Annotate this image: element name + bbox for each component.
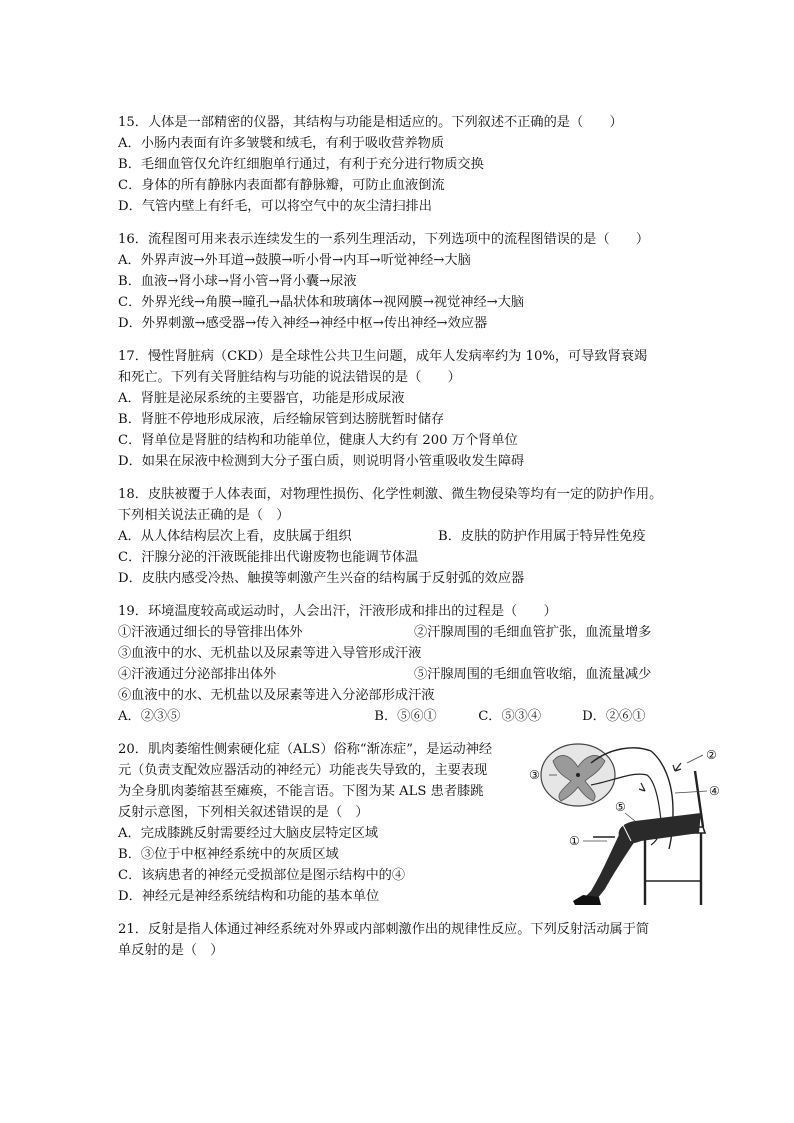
question-stem: 15．人体是一部精密的仪器，其结构与功能是相适应的。下列叙述不正确的是（ ） — [118, 115, 623, 130]
question-stem-line-2: 单反射的是（ ） — [118, 943, 224, 958]
statement-5: ⑤汗腺周围的毛细血管收缩，血流量减少 — [414, 667, 652, 682]
option-c: C．身体的所有静脉内表面都有静脉瓣，可防止血液倒流 — [118, 178, 445, 193]
question-17 — [118, 346, 686, 472]
option-b: B．血液→肾小球→肾小管→肾小囊→尿液 — [118, 274, 357, 289]
question-stem-line-1: 18．皮肤被覆于人体表面，对物理性损伤、化学性刺激、微生物侵染等均有一定的防护作用。 — [118, 487, 663, 502]
option-row-ab — [118, 526, 686, 547]
option-d: D．②⑥① — [582, 709, 646, 724]
knee-jerk-reflex-diagram — [523, 741, 728, 909]
option-d: D．皮肤内感受冷热、触摸等刺激产生兴奋的结构属于反射弧的效应器 — [118, 571, 525, 586]
option-c: C．⑤③④ — [478, 709, 542, 724]
arrow-icon — [639, 783, 645, 791]
statement-1: ①汗液通过细长的导管排出体外 — [118, 625, 303, 640]
question-21 — [118, 919, 686, 961]
choice-row — [118, 706, 686, 727]
statement-6: ⑥血液中的水、无机盐以及尿素等进入分泌部形成汗液 — [118, 688, 435, 703]
question-stem-line-2: 下列相关说法正确的是（ ） — [118, 508, 290, 523]
option-a: A．从人体结构层次上看，皮肤属于组织 — [118, 529, 352, 544]
option-d: D．气管内壁上有纤毛，可以将空气中的灰尘清扫排出 — [118, 199, 432, 214]
figure-label-2: ② — [706, 748, 717, 762]
statement-4: ④汗液通过分泌部排出体外 — [118, 667, 277, 682]
option-a: A．完成膝跳反射需要经过大脑皮层特定区域 — [118, 826, 379, 841]
question-18 — [118, 484, 686, 589]
option-c: C．该病患者的神经元受损部位是图示结构中的④ — [118, 868, 406, 883]
question-stem: 19．环境温度较高或运动时，人会出汗，汗液形成和排出的过程是（ ） — [118, 604, 557, 619]
option-a: A．小肠内表面有许多皱襞和绒毛，有利于吸收营养物质 — [118, 136, 445, 151]
statement-3: ③血液中的水、无机盐以及尿素等进入导管形成汗液 — [118, 646, 422, 661]
option-c: C．汗腺分泌的汗液既能排出代谢废物也能调节体温 — [118, 550, 419, 565]
option-c: C．肾单位是肾脏的结构和功能单位，健康人大约有 200 万个肾单位 — [118, 433, 518, 448]
option-b: B．毛细血管仅允许红细胞单行通过，有利于充分进行物质交换 — [118, 157, 484, 172]
exam-page — [118, 112, 720, 973]
statement-row-2 — [118, 664, 686, 685]
statement-2: ②汗腺周围的毛细血管扩张，血流量增多 — [414, 625, 652, 640]
question-16 — [118, 229, 686, 334]
question-15 — [118, 112, 686, 217]
option-a: A．②③⑤ — [118, 709, 181, 724]
option-d: D．神经元是神经系统结构和功能的基本单位 — [118, 889, 380, 904]
figure-label-5: ⑤ — [615, 800, 626, 814]
question-20-text — [118, 739, 513, 907]
option-b: B．肾脏不停地形成尿液，后经输尿管到达膀胱暂时储存 — [118, 412, 445, 427]
question-stem: 16．流程图可用来表示连续发生的一系列生理活动，下列选项中的流程图错误的是（ ） — [118, 232, 650, 247]
question-stem-line-2: 元（负责支配效应器活动的神经元）功能丧失导致的，主要表现 — [118, 763, 488, 778]
question-stem-line-3: 为全身肌肉萎缩甚至瘫痪，不能言语。下图为某 ALS 患者膝跳 — [118, 784, 484, 799]
figure-label-4: ④ — [709, 784, 720, 798]
question-stem-line-4: 反射示意图，下列相关叙述错误的是（ ） — [118, 805, 369, 820]
arrow-icon — [673, 763, 681, 771]
patient-leg — [573, 813, 701, 905]
question-stem-line-1: 21．反射是指人体通过神经系统对外界或内部刺激作出的规律性反应。下列反射活动属于简 — [118, 922, 650, 937]
option-a: A．外界声波→外耳道→鼓膜→听小骨→内耳→听觉神经→大脑 — [118, 253, 471, 268]
figure-label-3: ③ — [529, 768, 540, 782]
question-stem-line-1: 17．慢性肾脏病（CKD）是全球性公共卫生问题，成年人发病率约为 10%，可导致肾衰竭 — [118, 349, 648, 364]
question-19 — [118, 601, 686, 727]
question-20 — [118, 739, 720, 907]
option-d: D．外界刺激→感受器→传入神经→神经中枢→传出神经→效应器 — [118, 316, 488, 331]
option-b: B．皮肤的防护作用属于特异性免疫 — [438, 529, 646, 544]
option-d: D．如果在尿液中检测到大分子蛋白质，则说明肾小管重吸收发生障碍 — [118, 454, 525, 469]
option-b: B．⑤⑥① — [374, 709, 437, 724]
figure-label-1: ① — [569, 834, 580, 848]
question-stem-line-2: 和死亡。下列有关肾脏结构与功能的说法错误的是（ ） — [118, 370, 461, 385]
option-b: B．③位于中枢神经系统中的灰质区域 — [118, 847, 339, 862]
statement-row-1 — [118, 622, 686, 643]
option-c: C．外界光线→角膜→瞳孔→晶状体和玻璃体→视网膜→视觉神经→大脑 — [118, 295, 525, 310]
option-a: A．肾脏是泌尿系统的主要器官，功能是形成尿液 — [118, 391, 405, 406]
question-stem-line-1: 20．肌肉萎缩性侧索硬化症（ALS）俗称“渐冻症”，是运动神经 — [118, 742, 493, 757]
